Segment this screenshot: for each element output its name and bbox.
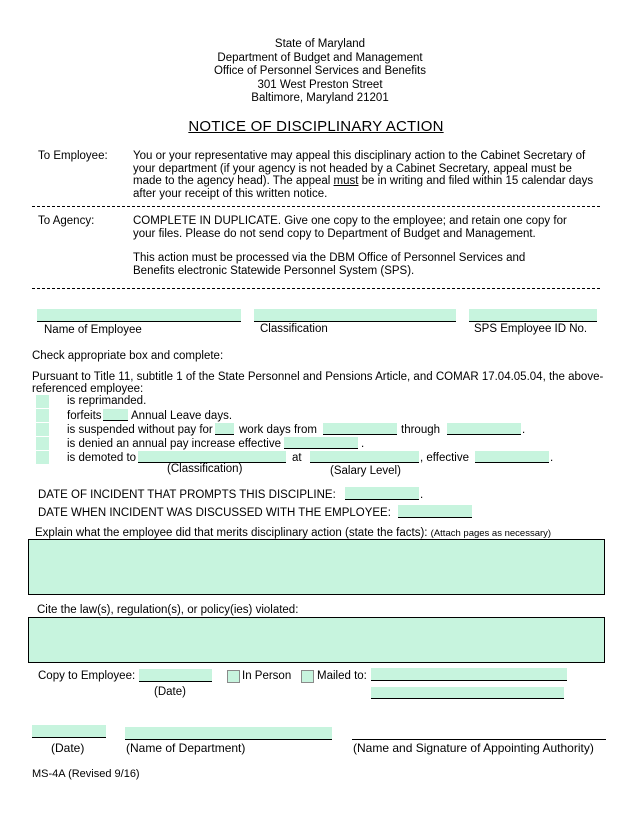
- page-title: NOTICE OF DISCIPLINARY ACTION: [188, 118, 444, 135]
- to-employee-line-1: You or your representative may appeal this disciplinary action to the Cabinet Secretary of: [133, 150, 586, 162]
- divider: [32, 206, 600, 207]
- sps-employee-id-field[interactable]: [469, 309, 597, 322]
- classification-caption: (Classification): [167, 463, 243, 475]
- demotion-salary-field[interactable]: [310, 451, 419, 463]
- discussed-date-field[interactable]: [398, 505, 472, 518]
- forfeit-days-field[interactable]: [103, 409, 128, 421]
- discussed-date-label: DATE WHEN INCIDENT WAS DISCUSSED WITH THE EMPLOYEE:: [38, 507, 391, 519]
- reprimanded-checkbox[interactable]: [36, 395, 49, 408]
- header-office: Office of Personnel Services and Benefits: [213, 65, 426, 77]
- annual-leave-label: Annual Leave days.: [131, 410, 233, 422]
- explain-textarea[interactable]: [28, 539, 605, 595]
- denied-increase-checkbox[interactable]: [36, 437, 49, 450]
- to-employee-line-3-pre: made to the agency head). The appeal: [133, 175, 334, 187]
- suspended-checkbox[interactable]: [36, 423, 49, 436]
- demoted-effective-label: , effective: [420, 452, 470, 464]
- department-name-field[interactable]: [125, 727, 332, 740]
- copy-date-field[interactable]: [139, 669, 212, 682]
- suspension-from-date-field[interactable]: [323, 423, 397, 435]
- department-caption: (Name of Department): [126, 741, 246, 755]
- to-employee-line-4: after your receipt of this written notice.: [133, 187, 328, 200]
- salary-level-caption: (Salary Level): [330, 465, 401, 477]
- pursuant-text: [32, 371, 603, 395]
- explain-label-text: Explain what the employee did that merits disciplinary action (state the facts):: [35, 527, 428, 539]
- forfeits-label: forfeits: [67, 410, 102, 422]
- appointing-authority-caption: (Name and Signature of Appointing Authority): [353, 741, 594, 755]
- form-id: MS-4A (Revised 9/16): [32, 768, 140, 780]
- signature-date-caption: (Date): [51, 741, 85, 755]
- mailed-to-label: Mailed to:: [317, 670, 367, 682]
- signature-date-field[interactable]: [32, 725, 106, 738]
- header-state: State of Maryland: [274, 38, 366, 50]
- mailed-to-address-line-1[interactable]: [371, 668, 567, 681]
- work-days-from-label: work days from: [239, 424, 317, 436]
- incident-date-label: DATE OF INCIDENT THAT PROMPTS THIS DISCIPLINE:: [38, 489, 336, 501]
- mailed-to-address-line-2[interactable]: [371, 687, 564, 699]
- to-agency-spacer: [133, 240, 567, 252]
- in-person-checkbox[interactable]: [227, 670, 240, 683]
- employee-name-field[interactable]: [37, 309, 241, 322]
- to-agency-text: [133, 215, 567, 277]
- demoted-checkbox[interactable]: [36, 451, 49, 464]
- to-employee-line-2: your department (if your agency is not headed by a Cabinet Secretary, appeal must be: [133, 162, 572, 175]
- suspended-period: .: [522, 424, 526, 436]
- mailed-to-checkbox[interactable]: [301, 670, 314, 683]
- in-person-label: In Person: [242, 670, 292, 682]
- to-agency-line-3: This action must be processed via the DBM Office of Personnel Services and: [133, 252, 526, 264]
- classification-field[interactable]: [254, 309, 456, 322]
- through-label: through: [401, 424, 441, 436]
- to-employee-line-3-post: be in writing and filed within 15 calendar days: [358, 175, 594, 187]
- appointing-authority-signature-line[interactable]: [352, 739, 606, 740]
- forfeits-checkbox[interactable]: [36, 409, 49, 422]
- to-employee-text: [133, 150, 593, 200]
- suspension-through-date-field[interactable]: [447, 423, 521, 435]
- to-agency-line-1: COMPLETE IN DUPLICATE. Give one copy to the employee; and retain one copy for: [133, 215, 567, 227]
- to-agency-label: To Agency:: [38, 215, 95, 227]
- suspension-days-field[interactable]: [215, 423, 234, 435]
- copy-date-caption: (Date): [154, 686, 186, 698]
- employee-name-label: Name of Employee: [44, 324, 142, 336]
- to-agency-line-4: Benefits electronic Statewide Personnel System (SPS).: [133, 264, 415, 277]
- demoted-period: .: [550, 452, 554, 464]
- header-department: Department of Budget and Management: [217, 52, 423, 64]
- cite-textarea[interactable]: [28, 617, 605, 663]
- pursuant-line-1: Pursuant to Title 11, subtitle 1 of the State Personnel and Pensions Article, and COMAR 17.04.05.04, the above-: [32, 371, 604, 383]
- header-street: 301 West Preston Street: [257, 79, 383, 91]
- header-city: Baltimore, Maryland 21201: [251, 92, 389, 104]
- classification-label: Classification: [260, 323, 328, 335]
- sps-employee-id-label: SPS Employee ID No.: [474, 323, 588, 335]
- demoted-at-label: at: [292, 452, 302, 464]
- divider: [32, 288, 600, 289]
- cite-label: Cite the law(s), regulation(s), or policy(ies) violated:: [37, 604, 299, 616]
- demoted-label: is demoted to: [67, 452, 137, 464]
- demotion-classification-field[interactable]: [138, 451, 286, 463]
- incident-date-field[interactable]: [345, 487, 419, 500]
- denied-increase-label: is denied an annual pay increase effective: [67, 438, 281, 450]
- copy-to-employee-label: Copy to Employee:: [38, 670, 136, 682]
- reprimanded-label: is reprimanded.: [67, 395, 147, 407]
- explain-note: (Attach pages as necessary): [430, 528, 552, 539]
- to-employee-label: To Employee:: [38, 150, 108, 162]
- to-employee-line-3: [133, 175, 593, 188]
- must-emphasis: must: [333, 175, 359, 187]
- suspended-label: is suspended without pay for: [67, 424, 213, 436]
- pursuant-line-2: referenced employee:: [32, 383, 144, 395]
- demotion-effective-date-field[interactable]: [475, 451, 549, 463]
- denied-effective-date-field[interactable]: [284, 437, 358, 449]
- to-agency-line-2: your files. Please do not send copy to Department of Budget and Management.: [133, 227, 536, 240]
- denied-period: .: [361, 438, 365, 450]
- check-instruction: Check appropriate box and complete:: [32, 350, 224, 362]
- incident-date-period: .: [420, 489, 424, 501]
